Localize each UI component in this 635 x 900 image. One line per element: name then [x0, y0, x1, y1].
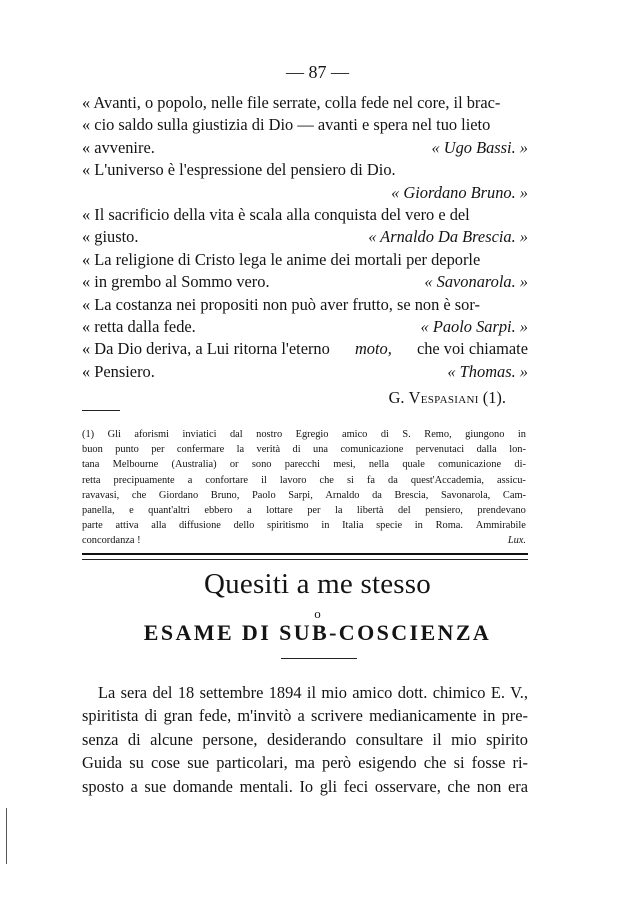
- footnote-line: buon punto per confermare la verità di una comunicazione pervenutaci dalla lon-: [82, 444, 526, 456]
- section-connector: o: [314, 606, 321, 621]
- section-divider-thin: [82, 559, 528, 560]
- quote-line: « Da Dio deriva, a Lui ritorna l'eterno moto, che voi chiamate: [82, 339, 528, 359]
- footnote-line: retta precipuamente a confortare il lavoro che si fa da quest'Accademia, assicu-: [82, 474, 526, 486]
- quote-line: « Il sacrificio della vita è scala alla conquista del vero e del: [82, 204, 470, 224]
- section-title: Quesiti a me stesso: [204, 568, 431, 600]
- quote-author: « Thomas. »: [447, 361, 528, 381]
- footnote-line: (1) Gli aforismi inviatici dal nostro Egregio amico di S. Remo, giungono in: [82, 429, 526, 440]
- quote-line: « in grembo al Sommo vero. « Savonarola. »: [82, 271, 528, 293]
- quote-author: « Ugo Bassi. »: [431, 137, 528, 157]
- quote-author: « Arnaldo Da Brescia. »: [368, 227, 528, 247]
- binding-mark: [6, 808, 10, 864]
- quote-line: « La costanza nei propositi non può aver frutto, se non è sor-: [82, 294, 480, 314]
- signature-name: Vespasiani: [408, 388, 479, 408]
- body-paragraph: [82, 681, 528, 798]
- page-number: — 87 —: [286, 62, 349, 82]
- quote-line: « retta dalla fede. « Paolo Sarpi. »: [82, 316, 528, 338]
- quote-line: « L'universo è l'espressione del pensiero di Dio.: [82, 160, 396, 180]
- quote-author: « Savonarola. »: [424, 272, 528, 292]
- quote-line: « avvenire. « Ugo Bassi. »: [82, 137, 528, 159]
- footnote-line: panella, e quant'altri ebbero a lottare per la libertà del pensiero, prendevano: [82, 504, 526, 516]
- quote-line: « cio saldo sulla giustizia di Dio — avanti e spera nel tuo lieto: [82, 115, 491, 135]
- footnote-line: tana Melbourne (Australia) or sono parecchi mesi, nella quale comunicazione di-: [82, 459, 526, 471]
- quote-line: « Avanti, o popolo, nelle file serrate, colla fede nel core, il brac-: [82, 93, 501, 112]
- body-line: senza di alcune persone, desiderando consultare il mio spirito: [82, 729, 528, 749]
- title-divider: [281, 658, 357, 659]
- body-line: Guida su cose sue particolari, ma però esigendo che si fosse ri-: [82, 753, 528, 773]
- quote-line: « Pensiero. « Thomas. »: [82, 361, 528, 383]
- section-divider-thick: [82, 553, 528, 555]
- footnote: [82, 427, 526, 549]
- footnote-line: ravavasi, che Giordano Bruno, Paolo Sarpi, Arnaldo da Brescia, Savonarola, Cam-: [82, 489, 526, 501]
- section-subtitle: ESAME DI SUB-COSCIENZA: [143, 620, 492, 645]
- body-line: La sera del 18 settembre 1894 il mio amico dott. chimico E. V.,: [98, 683, 528, 702]
- footnote-divider: [82, 410, 120, 411]
- body-line: spiritista di gran fede, m'invitò a scrivere medianicamente in pre-: [82, 706, 528, 726]
- quotes-block: [82, 92, 528, 413]
- footnote-line: concordanza ! Lux.: [82, 533, 526, 548]
- signature: G. Vespasiani (1).: [82, 383, 528, 413]
- quote-author: « Giordano Bruno. »: [391, 182, 528, 202]
- quote-line: [82, 182, 528, 204]
- quote-line: « giusto. « Arnaldo Da Brescia. »: [82, 226, 528, 248]
- quote-line: « La religione di Cristo lega le anime dei mortali per deporle: [82, 249, 481, 269]
- footnote-line: parte attiva alla diffusione dello spiritismo in Italia specie in Roma. Ammirabile: [82, 520, 526, 532]
- quote-author: « Paolo Sarpi. »: [420, 316, 528, 336]
- footnote-signature: Lux.: [507, 535, 526, 547]
- body-line: sposto a sue domande mentali. Io gli feci osservare, che non era: [82, 776, 528, 796]
